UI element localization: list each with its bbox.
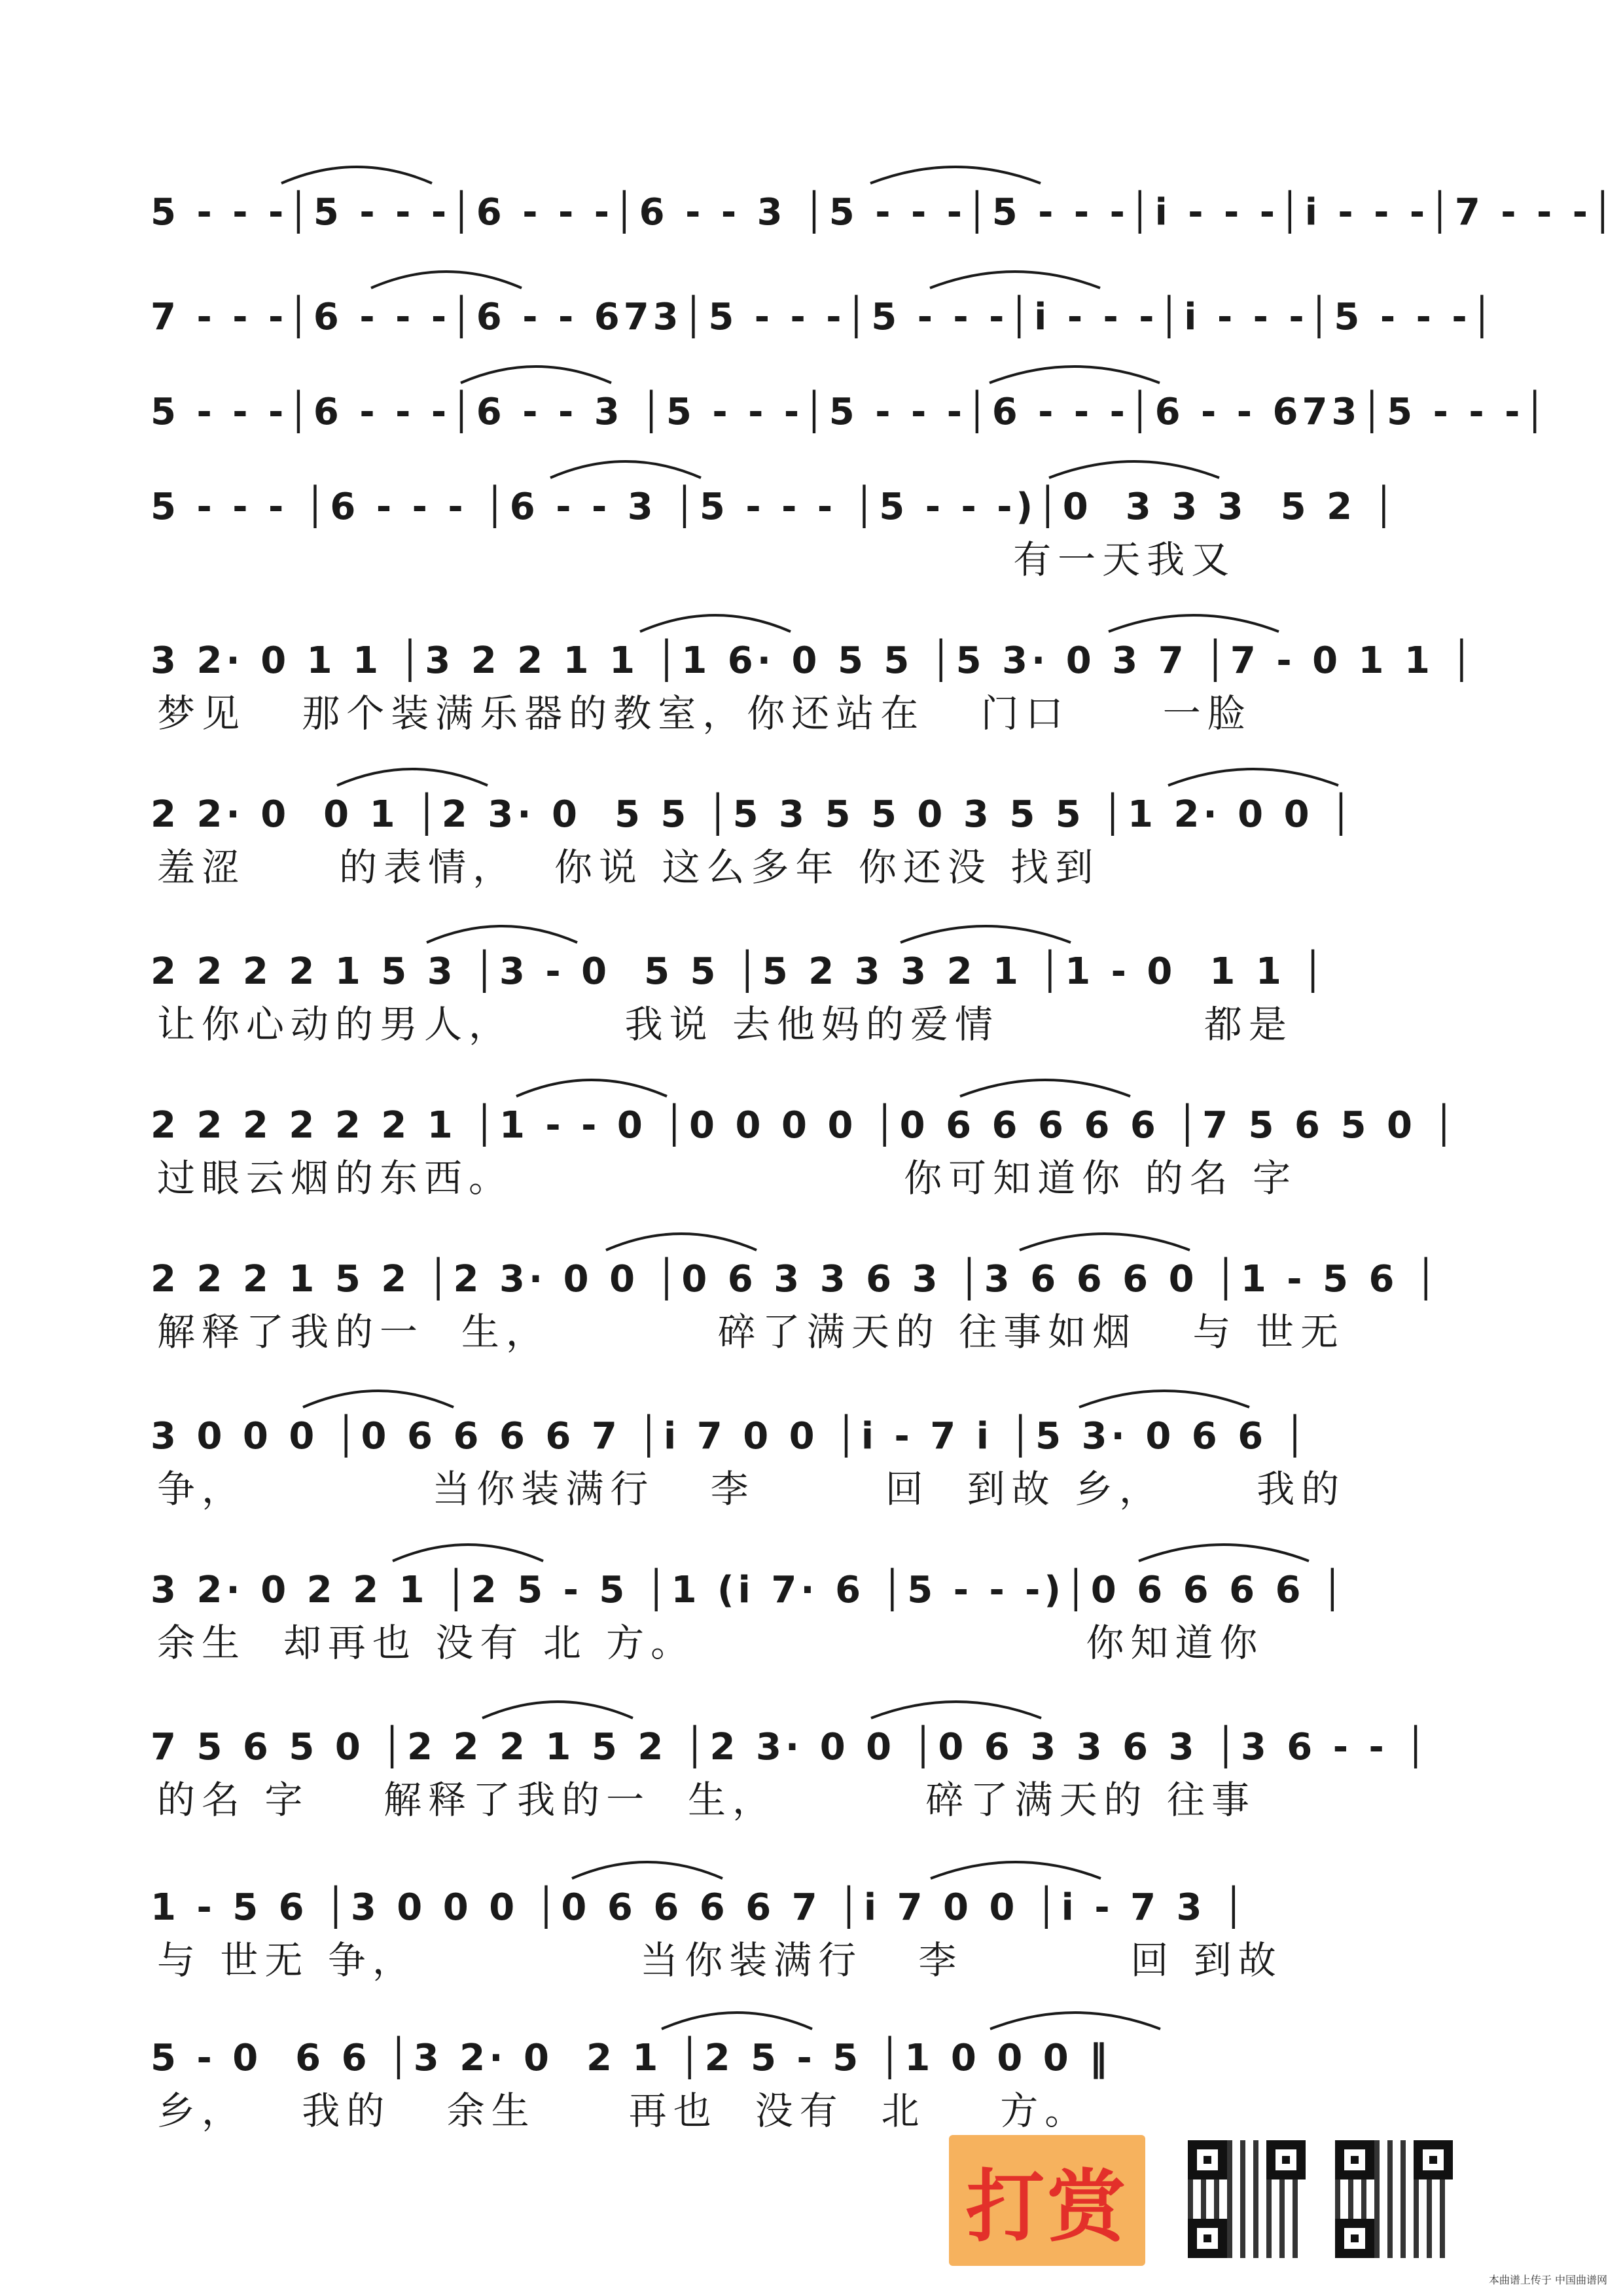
qr-code-icon xyxy=(1335,2140,1453,2258)
notation-line: 2 2 2 2 2 2 1 │1 - - 0 │0 0 0 0 │0 6 6 6 6 6 │7 5 6 5 0 │ xyxy=(151,1104,1459,1147)
slur xyxy=(572,1862,722,1878)
slur xyxy=(901,926,1071,942)
lyrics-line: 羞涩 的表情， 你说 这么多年 你还没 找到 xyxy=(157,845,1100,889)
notation-line: 7 5 6 5 0 │2 2 2 1 5 2 │2 3· 0 0 │0 6 3 3 6 3 │3 6 - - │ xyxy=(151,1726,1431,1768)
slur xyxy=(461,367,611,383)
slur xyxy=(990,2013,1160,2029)
slur-marks xyxy=(151,746,1479,798)
slur xyxy=(1049,461,1219,478)
slur-marks xyxy=(151,249,1479,301)
slur xyxy=(303,1391,454,1407)
notation-line: 2 2· 0 0 1 │2 3· 0 5 5 │5 3 5 5 0 3 5 5 │1 2· 0 0 │ xyxy=(151,793,1356,836)
slur xyxy=(931,1862,1101,1878)
notation-line: 1 - 5 6 │3 0 0 0 │0 6 6 6 6 7 │i 7 0 0 │i - 7 3 │ xyxy=(151,1886,1249,1929)
slur-marks xyxy=(151,592,1479,645)
slur xyxy=(482,1702,633,1718)
slur-marks xyxy=(151,1990,1479,2042)
slur xyxy=(1020,1234,1190,1250)
slur xyxy=(1168,769,1338,785)
lyrics-line: 让你心动的男人， 我说 去他妈的爱情 都是 xyxy=(157,1002,1293,1047)
slur-marks xyxy=(151,903,1479,956)
notation-line: 5 - - -│6 - - -│6 - - 3 │5 - - -│5 - - -│6 - - -│6 - - 673│5 - - -│ xyxy=(151,391,1550,433)
lyrics-line: 争， 当你装满行 李 回 到故 乡， 我的 xyxy=(157,1467,1346,1511)
reward-button[interactable] xyxy=(949,2135,1145,2266)
lyrics-line: 解释了我的一 生， 碎了满天的 往事如烟 与 世无 xyxy=(157,1310,1345,1354)
slur xyxy=(960,1080,1130,1096)
lyrics-line: 有一天我又 xyxy=(157,537,1236,582)
lyrics-line: 的名 字 解释了我的一 生， 碎了满天的 往事 xyxy=(157,1778,1256,1822)
slur xyxy=(550,461,701,478)
slur xyxy=(1079,1391,1249,1407)
slur xyxy=(870,167,1041,183)
slur xyxy=(1109,615,1279,632)
lyrics-line: 梦见 那个装满乐器的教室，你还站在 门口 一脸 xyxy=(157,691,1252,736)
notation-line: 3 0 0 0 │0 6 6 6 6 7 │i 7 0 0 │i - 7 i │5 3· 0 6 6 │ xyxy=(151,1415,1310,1458)
lyrics-line: 乡， 我的 余生 再也 没有 北 方。 xyxy=(157,2089,1090,2133)
slur xyxy=(337,769,488,785)
lyrics-line: 余生 却再也 没有 北 方。 你知道你 xyxy=(157,1621,1264,1665)
notation-line: 5 - - -│5 - - -│6 - - -│6 - - 3 │5 - - -│5 - - -│i - - -│i - - -│7 - - -│ xyxy=(151,191,1618,234)
slur xyxy=(393,1545,543,1561)
notation-line: 5 - - - │6 - - - │6 - - 3 │5 - - - │5 - - -)│0 3 3 3 5 2 │ xyxy=(151,486,1399,528)
notation-line: 2 2 2 1 5 2 │2 3· 0 0 │0 6 3 3 6 3 │3 6 6 6 0 │1 - 5 6 │ xyxy=(151,1258,1441,1300)
reward-label: 打赏 xyxy=(966,2162,1128,2253)
slur-marks xyxy=(151,439,1479,491)
slur xyxy=(662,2013,812,2029)
slur xyxy=(990,367,1160,383)
slur xyxy=(871,1702,1041,1718)
slur xyxy=(281,167,432,183)
notation-line: 2 2 2 2 1 5 3 │3 - 0 5 5 │5 2 3 3 2 1 │1 - 0 1 1 │ xyxy=(151,950,1329,993)
slur-marks xyxy=(151,1679,1479,1731)
notation-line: 5 - 0 6 6 │3 2· 0 2 1 │2 5 - 5 │1 0 0 0 ‖ xyxy=(151,2037,1112,2079)
slur xyxy=(1139,1545,1309,1561)
slur xyxy=(640,615,791,632)
notation-line: 7 - - -│6 - - -│6 - - 673│5 - - -│5 - - -│i - - -│i - - -│5 - - -│ xyxy=(151,296,1497,338)
slur xyxy=(606,1234,757,1250)
footer-credit: 本曲谱上传于 中国曲谱网 xyxy=(1488,2274,1607,2286)
slur xyxy=(930,272,1100,288)
slur xyxy=(427,926,577,942)
slur-marks xyxy=(151,1057,1479,1109)
qr-code-icon xyxy=(1188,2140,1306,2258)
slur-marks xyxy=(151,344,1479,396)
lyrics-line: 与 世无 争， 当你装满行 李 回 到故 xyxy=(157,1938,1283,1982)
slur xyxy=(371,272,522,288)
slur-marks xyxy=(151,144,1479,196)
notation-line: 3 2· 0 1 1 │3 2 2 1 1 │1 6· 0 5 5 │5 3· 0 3 7 │7 - 0 1 1 │ xyxy=(151,639,1477,682)
slur-marks xyxy=(151,1368,1479,1420)
slur xyxy=(516,1080,667,1096)
slur-marks xyxy=(151,1211,1479,1263)
notation-line: 3 2· 0 2 2 1 │2 5 - 5 │1 (i 7· 6 │5 - - -)│0 6 6 6 6 │ xyxy=(151,1569,1347,1611)
lyrics-line: 过眼云烟的东西。 你可知道你 的名 字 xyxy=(157,1156,1298,1200)
slur-marks xyxy=(151,1522,1479,1574)
slur-marks xyxy=(151,1839,1479,1892)
